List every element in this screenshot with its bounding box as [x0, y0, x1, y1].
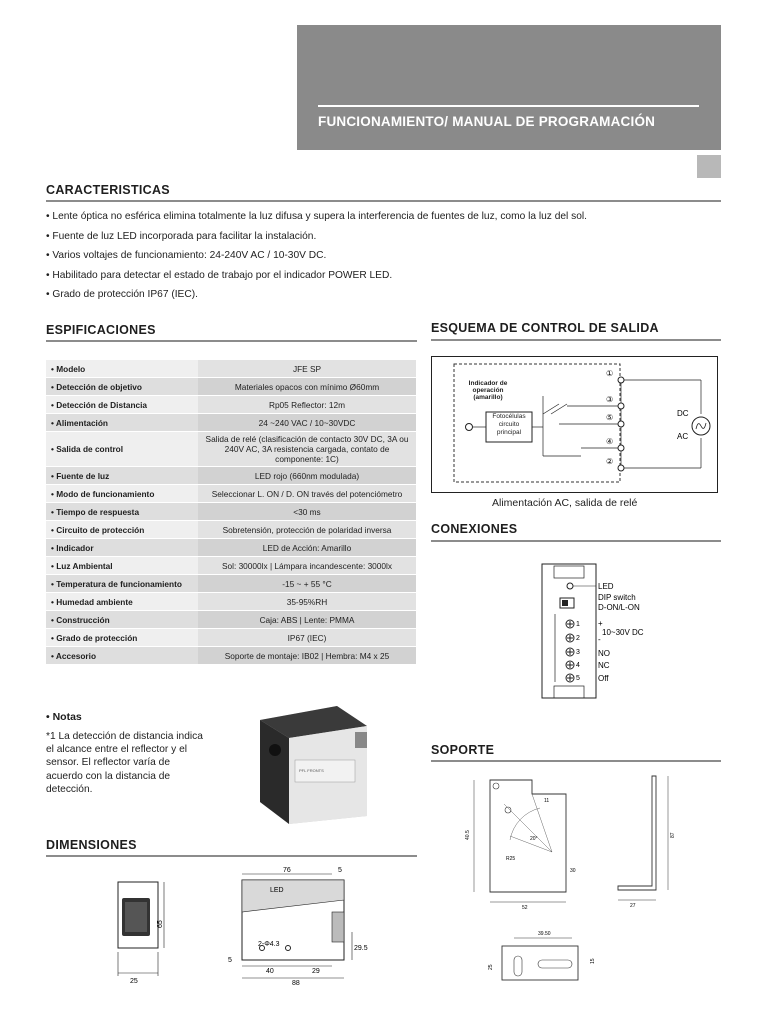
dim-hole: 2-Φ4.3: [258, 941, 280, 948]
header-banner: [297, 25, 721, 150]
feature-item: • Varios voltajes de funcionamiento: 24-240V AC / 10-30V DC.: [46, 250, 327, 262]
spec-row: [46, 521, 416, 538]
product-photo: [255, 698, 375, 828]
notes-text: *1 La detección de distancia indica el alcance entre el reflector y el sensor. El reflector varía de acuerdo con la distancia de detección.: [46, 731, 203, 795]
spec-row: [46, 593, 416, 610]
dim-29-5: 29.5: [354, 945, 368, 952]
section-rule: [431, 339, 721, 341]
conn-dip1: DIP switch: [598, 593, 636, 602]
spec-key: • Detección de objetivo: [46, 378, 198, 395]
dim-29: 29: [312, 968, 320, 975]
feature-item: • Lente óptica no esférica elimina totalmente la luz difusa y supera la interferencia de fuentes de luz, como la luz del sol.: [46, 211, 587, 222]
spec-value: Soporte de montaje: IB02 | Hembra: M4 x 25: [198, 647, 416, 664]
product-label: PFL FRONTS: [299, 768, 324, 773]
dim-65: 65: [157, 920, 164, 928]
section-title-esquema: ESQUEMA DE CONTROL DE SALIDA: [431, 321, 659, 335]
spec-key: • Alimentación: [46, 414, 198, 431]
spec-value: -15 ~ + 55 °C: [198, 575, 416, 592]
feature-item: • Habilitado para detectar el estado de trabajo por el indicador POWER LED.: [46, 269, 393, 281]
spec-table: [46, 359, 416, 665]
svg-text:4: 4: [576, 662, 580, 669]
terminal-column: [618, 377, 624, 471]
dim-led: LED: [270, 887, 284, 894]
spec-row: [46, 378, 416, 395]
svg-text:3: 3: [576, 649, 580, 656]
spec-key: • Temperatura de funcionamiento: [46, 575, 198, 592]
spec-row: [46, 467, 416, 484]
dc-label: DC: [677, 409, 689, 418]
dim-5: 5: [338, 867, 342, 874]
spec-value: 24 ~240 VAC / 10~30VDC: [198, 414, 416, 431]
spec-value: Salida de relé (clasificación de contacto 30V DC, 3A ou 240V AC, 3A resistencia cargada, contato de componente: 1C): [198, 432, 416, 466]
spec-value: IP67 (IEC): [198, 629, 416, 646]
spec-value: <30 ms: [198, 503, 416, 520]
spec-value: LED rojo (660nm modulada): [198, 467, 416, 484]
svg-text:1: 1: [576, 621, 580, 628]
svg-text:5: 5: [576, 675, 580, 682]
terminal-3: ③: [606, 395, 614, 404]
feature-item: • Grado de protección IP67 (IEC).: [46, 289, 198, 301]
spec-row: [46, 647, 416, 664]
terminal-block: [566, 620, 574, 682]
spec-key: • Indicador: [46, 539, 198, 556]
spec-key: • Salida de control: [46, 432, 198, 466]
conn-nc: NC: [598, 661, 610, 670]
dim-88: 88: [292, 980, 300, 987]
spec-key: • Detección de Distancia: [46, 396, 198, 413]
spec-row: [46, 396, 416, 413]
conn-no: NO: [598, 649, 610, 658]
control-schematic: [431, 356, 719, 494]
spec-value: 35-95%RH: [198, 593, 416, 610]
section-title-caracteristicas: CARACTERISTICAS: [46, 183, 170, 197]
spec-key: • Modelo: [46, 360, 198, 377]
dim-25-b: 25: [488, 964, 494, 970]
conn-led: LED: [598, 582, 614, 591]
dim-39-50: 39.50: [538, 931, 551, 937]
dim-52: 52: [522, 905, 528, 911]
conn-plus: +: [598, 619, 603, 628]
terminal-1: ①: [606, 369, 614, 378]
spec-value: LED de Acción: Amarillo: [198, 539, 416, 556]
spec-key: • Fuente de luz: [46, 467, 198, 484]
dim-40: 40: [266, 968, 274, 975]
section-title-conexiones: CONEXIONES: [431, 522, 518, 536]
spec-value: Caja: ABS | Lente: PMMA: [198, 611, 416, 628]
connections-diagram: [540, 562, 680, 706]
conn-dip2: D-ON/L-ON: [598, 603, 640, 612]
section-title-dimensiones: DIMENSIONES: [46, 838, 137, 852]
indicator-label: Indicador de operación (amarillo): [468, 380, 508, 401]
dimensions-drawing: [100, 862, 380, 992]
section-title-soporte: SOPORTE: [431, 743, 495, 757]
conn-off: Off: [598, 674, 609, 683]
spec-row: [46, 432, 416, 466]
spec-row: [46, 611, 416, 628]
svg-text:2: 2: [576, 635, 580, 642]
dim-hole: R25: [506, 856, 516, 862]
page-title: FUNCIONAMIENTO/ MANUAL DE PROGRAMACIÓN: [318, 114, 656, 129]
section-rule: [431, 760, 721, 762]
section-rule: [46, 340, 417, 342]
spec-key: • Circuito de protección: [46, 521, 198, 538]
dim-20deg: 11: [544, 798, 550, 804]
spec-key: • Grado de protección: [46, 629, 198, 646]
spec-value: Seleccionar L. ON / D. ON través del potenciómetro: [198, 485, 416, 502]
dim-76: 76: [283, 867, 291, 874]
spec-row: [46, 414, 416, 431]
spec-key: • Construcción: [46, 611, 198, 628]
terminal-2: ②: [606, 457, 614, 466]
section-rule: [46, 855, 417, 857]
corner-marker: [697, 155, 721, 178]
bracket-drawing: [462, 768, 688, 1018]
dim-27: 27: [630, 903, 636, 909]
spec-key: • Tiempo de respuesta: [46, 503, 198, 520]
spec-row: [46, 557, 416, 574]
ac-label: AC: [677, 432, 689, 441]
spec-value: JFE SP: [198, 360, 416, 377]
dim-30: 30: [570, 868, 576, 874]
spec-value: Sobretensión, protección de polaridad inversa: [198, 521, 416, 538]
spec-key: • Luz Ambiental: [46, 557, 198, 574]
spec-row: [46, 503, 416, 520]
dim-5b: 5: [228, 957, 232, 964]
dim-40-5: 40.5: [465, 830, 471, 840]
spec-key: • Accesorio: [46, 647, 198, 664]
feature-item: • Fuente de luz LED incorporada para facilitar la instalación.: [46, 230, 317, 242]
banner-rule: [318, 105, 699, 107]
spec-row: [46, 360, 416, 377]
spec-key: • Humedad ambiente: [46, 593, 198, 610]
section-rule: [431, 540, 721, 542]
spec-value: Sol: 30000lx | Lámpara incandescente: 3000lx: [198, 557, 416, 574]
schematic-caption: Alimentación AC, salida de relé: [492, 497, 638, 509]
section-rule: [46, 200, 721, 202]
spec-key: • Modo de funcionamiento: [46, 485, 198, 502]
photocell-label: Fotocélulas circuito principal: [492, 413, 526, 436]
spec-row: [46, 485, 416, 502]
dim-87: 87: [670, 832, 676, 838]
conn-minus: -: [598, 635, 601, 644]
spec-value: Materiales opacos con mínimo Ø60mm: [198, 378, 416, 395]
section-title-especificaciones: ESPIFICACIONES: [46, 323, 156, 337]
spec-row: [46, 575, 416, 592]
terminal-4: ④: [606, 437, 614, 446]
terminal-5: ⑤: [606, 413, 614, 422]
spec-value: Rp05 Reflector: 12m: [198, 396, 416, 413]
dim-15: 15: [590, 958, 596, 964]
spec-row: [46, 539, 416, 556]
conn-volt: 10~30V DC: [602, 628, 644, 637]
notes-title: • Notas: [46, 711, 82, 723]
dim-r25: 20°: [530, 836, 538, 842]
dim-25: 25: [130, 978, 138, 985]
features-list: [46, 207, 726, 305]
spec-row: [46, 629, 416, 646]
